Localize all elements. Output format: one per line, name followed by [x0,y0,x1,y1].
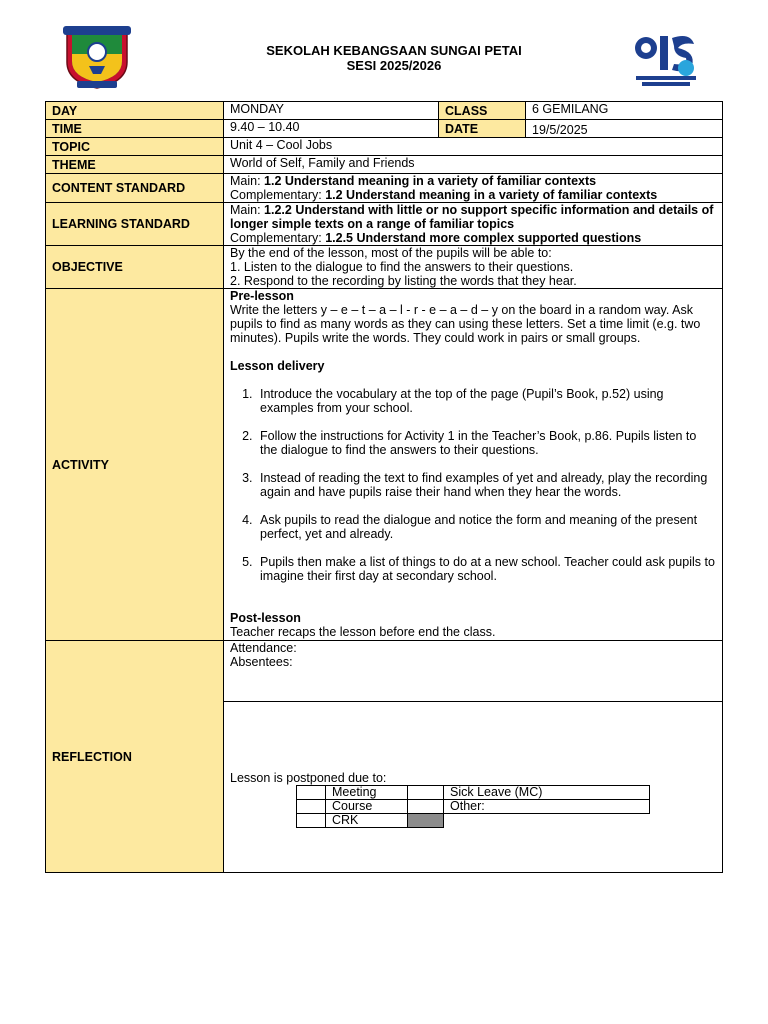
activity-label: ACTIVITY [46,289,224,641]
theme-value: World of Self, Family and Friends [224,156,723,174]
topic-label: TOPIC [46,138,224,156]
lesson-steps-list [230,387,716,583]
crk-option: CRK [326,814,408,828]
other-checkbox[interactable] [408,800,444,814]
lesson-plan-table [45,101,723,873]
objective-list [230,260,716,288]
lesson-step: 2. Follow the instructions for Activity 1 in the Teacher’s Book, p.86. Pupils listen to the dialogue to find the answers to their questions. [256,429,716,457]
other-option: Other: [444,800,650,814]
objective-label: OBJECTIVE [46,246,224,289]
pre-lesson-heading: Pre-lesson [230,289,294,303]
sick-leave-checkbox[interactable] [408,786,444,800]
class-label: CLASS [439,102,526,120]
shaded-cell [408,814,444,828]
reflection-label: REFLECTION [46,641,224,873]
day-label: DAY [46,102,224,120]
objective-intro: By the end of the lesson, most of the pupils will be able to: [230,246,552,260]
objective-item: 1. Listen to the dialogue to find the answers to their questions. [230,260,574,274]
cs-main-prefix: Main: [230,174,265,188]
date-value: 19/5/2025 [526,120,723,138]
time-label: TIME [46,120,224,138]
objective-item: 2. Respond to the recording by listing the words that they hear. [230,274,577,288]
postpone-cell [224,702,723,873]
ls-comp-text: 1.2.5 Understand more complex supported questions [325,231,642,245]
learning-standard-cell [224,203,723,246]
class-value: 6 GEMILANG [526,102,723,120]
postpone-options-table [296,785,650,828]
learning-standard-label: LEARNING STANDARD [46,203,224,246]
day-value: MONDAY [224,102,439,120]
pre-lesson-text: Write the letters y – e – t – a – l - r - e – a – d – y on the board in a random way. Ask pupils to find as many words as they can using these letters. Set a time limit (e.g. two minutes). Pupils write the words. They could work in pairs or small groups. [230,303,701,345]
date-label: DATE [439,120,526,138]
programme-logo [630,28,702,88]
attendance-cell [224,641,723,702]
lesson-step: 4. Ask pupils to read the dialogue and notice the form and meaning of the present perfect, yet and already. [256,513,716,541]
content-standard-label: CONTENT STANDARD [46,174,224,203]
objective-cell [224,246,723,289]
content-standard-cell [224,174,723,203]
sick-leave-option: Sick Leave (MC) [444,786,650,800]
postponed-label: Lesson is postponed due to: [230,771,387,785]
lesson-delivery-heading: Lesson delivery [230,359,325,373]
lesson-step: 3. Instead of reading the text to find examples of yet and already, play the recording again and have pupils raise their hand when they hear the words. [256,471,716,499]
post-lesson-heading: Post-lesson [230,611,301,625]
time-value: 9.40 – 10.40 [224,120,439,138]
meeting-option: Meeting [326,786,408,800]
cs-comp-text: 1.2 Understand meaning in a variety of familiar contexts [325,188,658,202]
topic-value: Unit 4 – Cool Jobs [224,138,723,156]
cs-comp-prefix: Complementary: [230,188,326,202]
course-option: Course [326,800,408,814]
cs-main-text: 1.2 Understand meaning in a variety of familiar contexts [264,174,597,188]
lesson-step: 5. Pupils then make a list of things to do at a new school. Teacher could ask pupils to imagine their first day at secondary school. [256,555,716,583]
absentees-label: Absentees: [230,655,293,669]
ls-comp-prefix: Complementary: [230,231,326,245]
attendance-label: Attendance: [230,641,297,655]
session-year: SESI 2025/2026 [346,58,442,73]
lesson-step: 1. Introduce the vocabulary at the top of the page (Pupil’s Book, p.52) using examples from your school. [256,387,716,415]
activity-cell [224,289,723,641]
crk-checkbox[interactable] [297,814,326,828]
theme-label: THEME [46,156,224,174]
ls-main-prefix: Main: [230,203,265,217]
ls-main-text: 1.2.2 Understand with little or no support specific information and details of longer simple texts on a range of familiar topics [230,203,714,231]
post-lesson-text: Teacher recaps the lesson before end the class. [230,625,496,639]
meeting-checkbox[interactable] [297,786,326,800]
course-checkbox[interactable] [297,800,326,814]
school-name: SEKOLAH KEBANGSAAN SUNGAI PETAI [266,43,522,58]
